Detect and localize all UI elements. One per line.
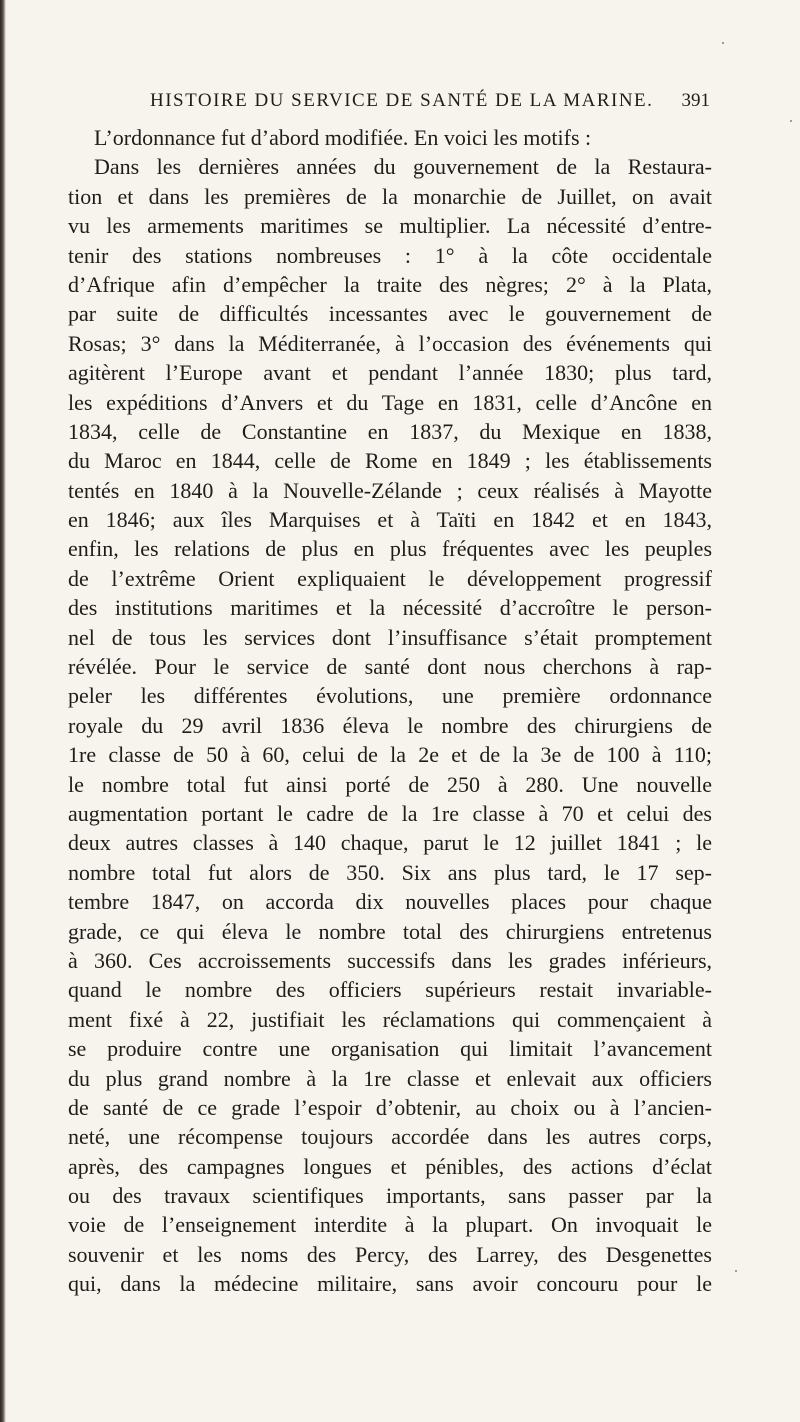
- text-line: augmentation portant le cadre de la 1re classe à 70 et celui des: [68, 800, 712, 826]
- text-line: après, des campagnes longues et pénibles, des actions d’éclat: [68, 1153, 712, 1179]
- paper-speck: [722, 42, 724, 44]
- text-line: 1834, celle de Constantine en 1837, du Mexique en 1838,: [68, 418, 712, 444]
- paper-speck: [735, 1270, 737, 1272]
- text-line: vu les armements maritimes se multiplier. La nécessité d’entre-: [68, 213, 712, 239]
- text-line: tion et dans les premières de la monarchie de Juillet, on avait: [68, 183, 712, 209]
- text-line: enfin, les relations de plus en plus fréquentes avec les peuples: [68, 536, 712, 562]
- text-line: des institutions maritimes et la nécessité d’accroître le person-: [68, 595, 712, 621]
- page-number: 391: [681, 90, 710, 111]
- text-line: Rosas; 3° dans la Méditerranée, à l’occasion des événements qui: [68, 330, 712, 356]
- text-line: quand le nombre des officiers supérieurs restait invariable-: [68, 977, 712, 1003]
- text-line: ment fixé à 22, justifiait les réclamations qui commençaient à: [68, 1006, 712, 1032]
- text-line: peler les différentes évolutions, une première ordonnance: [68, 683, 712, 709]
- text-line: 1re classe de 50 à 60, celui de la 2e et de la 3e de 100 à 110;: [68, 742, 712, 768]
- text-line: qui, dans la médecine militaire, sans avoir concouru pour le: [68, 1271, 712, 1297]
- text-line: Dans les dernières années du gouvernement de la Restaura-: [94, 154, 712, 180]
- text-line: tentés en 1840 à la Nouvelle-Zélande ; ceux réalisés à Mayotte: [68, 477, 712, 503]
- text-line: grade, ce qui éleva le nombre total des chirurgiens entretenus: [68, 918, 712, 944]
- text-line: tembre 1847, on accorda dix nouvelles places pour chaque: [68, 889, 712, 915]
- text-line: révélée. Pour le service de santé dont nous cherchons à rap-: [68, 654, 712, 680]
- text-line: les expéditions d’Anvers et du Tage en 1831, celle d’Ancône en: [68, 389, 712, 415]
- page-binding-edge: [0, 0, 6, 1422]
- text-line: ou des travaux scientifiques importants, sans passer par la: [68, 1183, 712, 1209]
- text-line: d’Afrique afin d’empêcher la traite des nègres; 2° à la Plata,: [68, 271, 712, 297]
- text-line: du plus grand nombre à la 1re classe et enlevait aux officiers: [68, 1065, 712, 1091]
- text-line: le nombre total fut ainsi porté de 250 à 280. Une nouvelle: [68, 771, 712, 797]
- text-line: du Maroc en 1844, celle de Rome en 1849 ; les établissements: [68, 448, 712, 474]
- text-line: agitèrent l’Europe avant et pendant l’année 1830; plus tard,: [68, 360, 712, 386]
- text-line: souvenir et les noms des Percy, des Larrey, des Desgenettes: [68, 1241, 712, 1267]
- text-line: à 360. Ces accroissements successifs dans les grades inférieurs,: [68, 947, 712, 973]
- text-line: nel de tous les services dont l’insuffisance s’était promptement: [68, 624, 712, 650]
- text-line: en 1846; aux îles Marquises et à Taïti en 1842 et en 1843,: [68, 507, 712, 533]
- text-line: deux autres classes à 140 chaque, parut le 12 juillet 1841 ; le: [68, 830, 712, 856]
- text-line: neté, une récompense toujours accordée dans les autres corps,: [68, 1124, 712, 1150]
- paper-speck: [790, 120, 792, 122]
- text-line: par suite de difficultés incessantes avec le gouvernement de: [68, 301, 712, 327]
- text-line: tenir des stations nombreuses : 1° à la côte occidentale: [68, 242, 712, 268]
- text-line: L’ordonnance fut d’abord modifiée. En voici les motifs :: [94, 125, 592, 150]
- page-header: [120, 90, 710, 116]
- text-line: voie de l’enseignement interdite à la plupart. On invoquait le: [68, 1212, 712, 1238]
- text-line: nombre total fut alors de 350. Six ans plus tard, le 17 sep-: [68, 859, 712, 885]
- text-line: de l’extrême Orient expliquaient le développement progressif: [68, 565, 712, 591]
- running-title: HISTOIRE DU SERVICE DE SANTÉ DE LA MARINE.: [150, 90, 654, 111]
- text-line: de santé de ce grade l’espoir d’obtenir, au choix ou à l’ancien-: [68, 1094, 712, 1120]
- text-line: se produire contre une organisation qui limitait l’avancement: [68, 1036, 712, 1062]
- body-text: [68, 123, 712, 1299]
- text-line: royale du 29 avril 1836 éleva le nombre des chirurgiens de: [68, 712, 712, 738]
